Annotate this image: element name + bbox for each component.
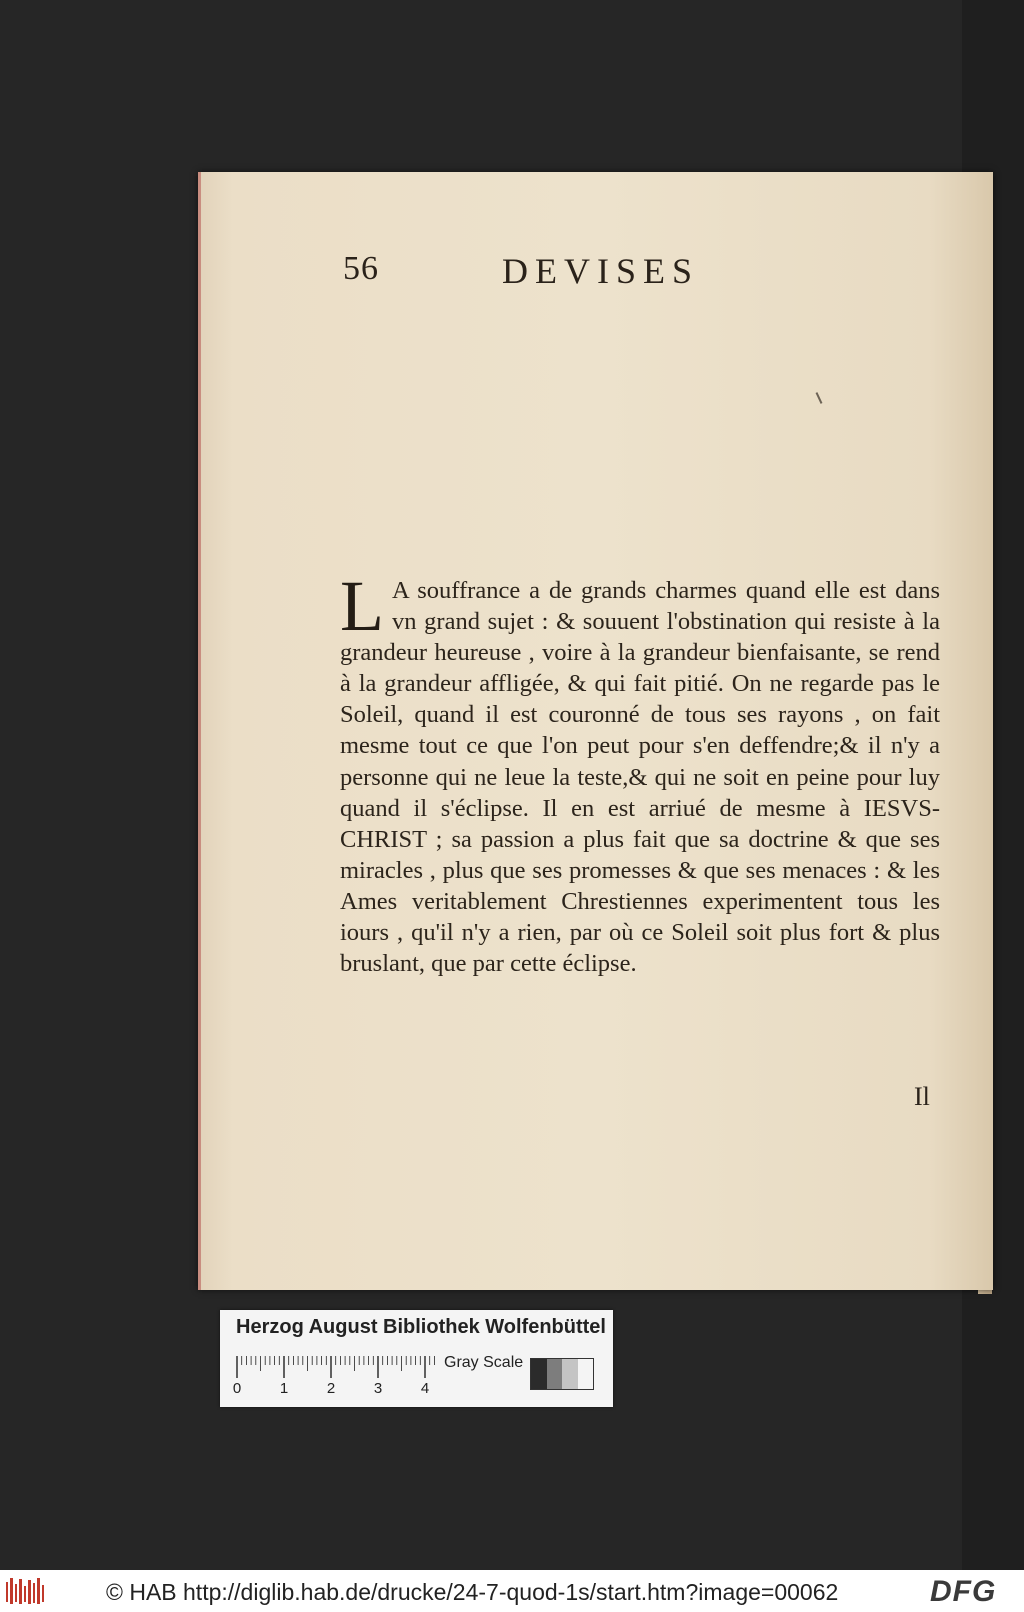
drop-cap: L — [340, 566, 384, 646]
body-paragraph — [340, 566, 940, 979]
catchword: Il — [914, 1082, 930, 1111]
running-head-title: DEVISES — [502, 251, 700, 291]
footer-bar — [0, 1570, 1024, 1612]
body-text: A souffrance a de grands charmes quand elle est dans vn grand sujet : & souuent l'obstination qui resiste à la grandeur heureuse , voire à la grandeur bienfaisante, se rend à la grandeur affligée, & qui fait pitié. On ne regarde pas le Soleil, quand il est couronné de tous ses rayons , on fait mesme tout ce que l'on peut pour s'en deffendre;& il n'y a personne qui ne leue la teste,& qui ne soit en peine pour luy quand il s'éclipse. Il en est arriué de mesme à IESVS-CHRIST ; sa passion a plus fait que sa doctrine & que ses miracles , plus que ses promesses & que ses menaces : & les Ames veritablement Chrestiennes experimentent tous les iours , qu'il n'y a rien, par où ce Soleil soit plus fort & plus bruslant, que par cette éclipse. — [340, 577, 940, 978]
gray-swatch — [531, 1359, 547, 1389]
institution-name: Herzog August Bibliothek Wolfenbüttel — [236, 1316, 606, 1338]
ruler-label: 3 — [373, 1380, 383, 1397]
running-head — [0, 250, 1024, 290]
copyright-url[interactable]: © HAB http://diglib.hab.de/drucke/24-7-quod-1s/start.htm?image=00062 — [106, 1579, 839, 1605]
gray-swatch — [562, 1359, 578, 1389]
ruler-label: 0 — [232, 1380, 242, 1397]
ruler-label: 1 — [279, 1380, 289, 1397]
ruler-label: 2 — [326, 1380, 336, 1397]
gray-swatch — [578, 1359, 594, 1389]
ruler-ticks — [236, 1356, 436, 1380]
centimeter-ruler — [232, 1356, 436, 1397]
dfg-logo: DFG — [930, 1575, 997, 1608]
page-number: 56 — [343, 250, 379, 287]
gray-scale-swatches — [530, 1358, 594, 1390]
ruler-label: 4 — [420, 1380, 430, 1397]
gray-scale-label: Gray Scale — [444, 1354, 524, 1371]
gray-swatch — [547, 1359, 563, 1389]
color-bar-card — [220, 1310, 613, 1407]
barcode-logo-icon — [4, 1576, 48, 1606]
